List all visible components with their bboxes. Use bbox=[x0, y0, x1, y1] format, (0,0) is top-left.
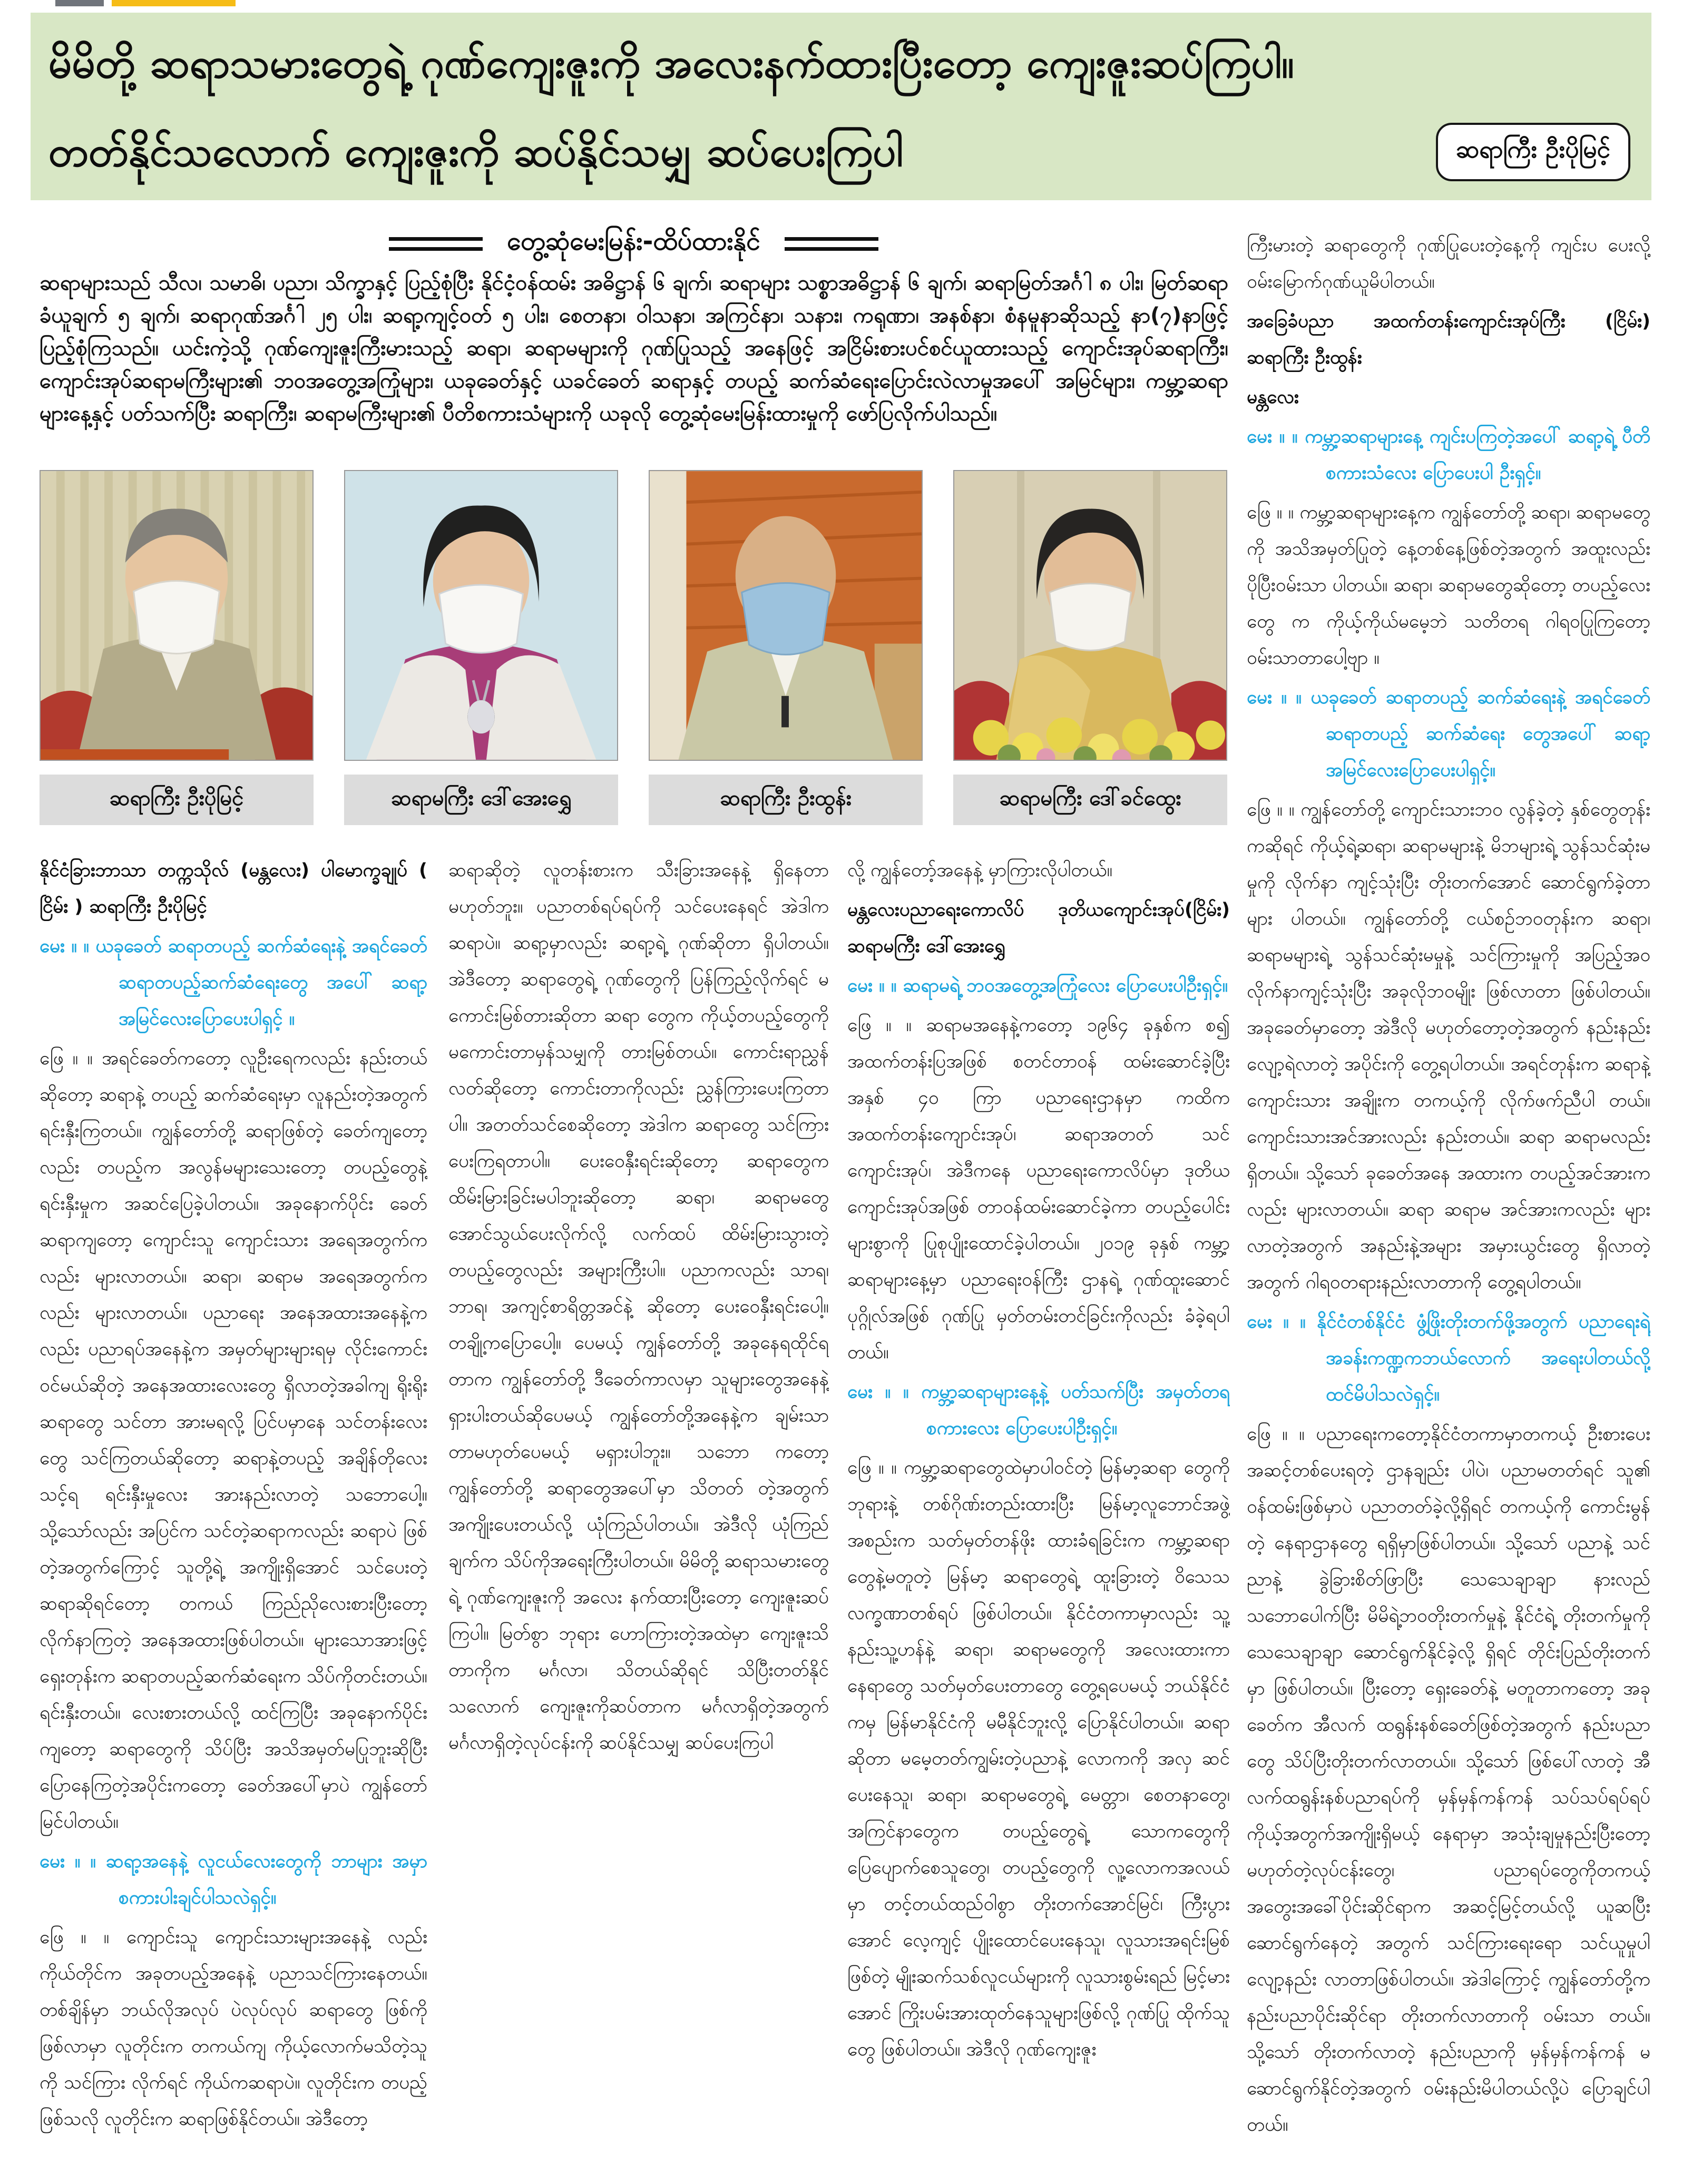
photo-caption: ဆရာကြီး ဦးထွန်း bbox=[649, 775, 923, 825]
column-3 bbox=[847, 853, 1230, 2175]
portrait-illustration-man-white-mask bbox=[40, 470, 314, 761]
continuation-text: ဆရာဆိုတဲ့ လူတန်းစားက သီးခြားအနေနဲ့ ရှိနေတာ မဟုတ်ဘူး။ ပညာတစ်ရပ်ရပ်ကို သင်ပေးနေရင် အဲဒါက ဆရာပဲ။ ဆရာ့မှာလည်း ဆရာ့ရဲ့ ဂုဏ်ဆိုတာ ရှိပါတယ်။ အဲဒီတော့ ဆရာတွေရဲ့ ဂုဏ်တွေကို ပြန်ကြည့်လိုက်ရင် မကောင်းမြစ်တားဆိုတာ ဆရာ တွေက ကိုယ့်တပည့်တွေကို မကောင်းတာမှန်သမျှကို တားမြစ်တယ်။ ကောင်းရာညွှန်လတ်ဆိုတော့ ကောင်းတာကိုလည်း ညွှန်ကြားပေးကြတာပါ။ အတတ်သင်စေဆိုတော့ အဲဒါက ဆရာတွေ သင်ကြား ပေးကြရတာပါ။ ပေးဝေနှီးရင်းဆိုတော့ ဆရာတွေက ထိမ်းမြားခြင်းမပါဘူးဆိုတော့ ဆရာ၊ ဆရာမတွေ အောင်သွယ်ပေးလိုက်လို့ လက်ထပ် ထိမ်းမြားသွားတဲ့ တပည့်တွေလည်း အများကြီးပါ။ ပညာကလည်း သာရ၊ ဘာရ၊ အကျင့်စာရိတ္တအင်နဲ့ ဆိုတော့ ပေးဝေနှီးရင်းပေါ့။ တချို့ကပြောပေါ့။ ပေမယ့် ကျွန်တော်တို့ အခုနေရထိုင်ရတာက ကျွန်တော်တို့ ဒီခေတ်ကာလမှာ သူများတွေအနေနဲ့ ရှားပါးတယ်ဆိုပေမယ့် ကျွန်တော်တို့အနေနဲ့က ချမ်းသာတာမဟုတ်ပေမယ့် မရှားပါဘူး။ သဘော ကတော့ ကျွန်တော်တို့ ဆရာတွေအပေါ်မှာ သိတတ် တဲ့အတွက် အကျိုးပေးတယ်လို့ ယုံကြည်ပါတယ်။ အဲဒီလို ယုံကြည်ချက်က သိပ်ကိုအရေးကြီးပါတယ်။ မိမိတို့ ဆရာသမားတွေရဲ့ ဂုဏ်ကျေးဇူးကို အလေး နက်ထားပြီးတော့ ကျေးဇူးဆပ်ကြပါ။ မြတ်စွာ ဘုရား ဟောကြားတဲ့အထဲမှာ ကျေးဇူးသိတာကိုက မင်္ဂလာ၊ သိတယ်ဆိုရင် သိပြီးတတ်နိုင်သလောက် ကျေးဇူးကိုဆပ်တာက မင်္ဂလာရှိတဲ့အတွက် မင်္ဂလာရှိတဲ့လုပ်ငန်းကို ဆပ်နိုင်သမျှ ဆပ်ပေးကြပါ bbox=[448, 860, 829, 1754]
question: မေး ။ ။ ကမ္ဘာ့ဆရာများနေ့နဲ့ ပတ်သက်ပြီး အမှတ်တရစကားလေး ပြောပေးပါဦးရှင့်။ bbox=[847, 1382, 1230, 1439]
page-edge-gray-bar bbox=[55, 0, 104, 6]
headline-line1: မိမိတို့ ဆရာသမားတွေရဲ့ ဂုဏ်ကျေးဇူးကို အလေးနက်ထားပြီးတော့ ကျေးဇူးဆပ်ကြပါ။ bbox=[48, 40, 1294, 87]
section-header: မန္တလေးပညာရေးကောလိပ် ဒုတိယကျောင်းအုပ်(ငြိမ်း) ဆရာမကြီး ဒေါ်အေးရွှေ bbox=[847, 899, 1230, 957]
photo-strip bbox=[40, 470, 1228, 825]
continuation-text: ကြီးမားတဲ့ ဆရာတွေကို ဂုဏ်ပြုပေးတဲ့နေ့ကို ကျင်းပ ပေးလို့ ဝမ်းမြောက်ဂုဏ်ယူမိပါတယ်။ bbox=[1247, 235, 1650, 292]
photo-u-po-myint bbox=[40, 470, 314, 825]
photo-daw-khin-htwe bbox=[953, 470, 1227, 825]
section-header: နိုင်ငံခြားဘာသာ တက္ကသိုလ် (မန္တလေး) ပါမောက္ခချုပ် ( ငြိမ်း ) ဆရာကြီး ဦးပိုမြင့် bbox=[40, 860, 427, 917]
portrait-illustration-woman-gold-flowers bbox=[953, 470, 1227, 761]
question: မေး ။ ။ နိုင်ငံတစ်နိုင်ငံ ဖွံ့ဖြိုးတိုးတက်ဖို့အတွက် ပညာရေးရဲ့အခန်းကဏ္ဍကဘယ်လောက် အရေးပါတယ်လို့ ထင်မိပါသလဲရှင့်။ bbox=[1247, 1311, 1650, 1405]
answer: ဖြေ ။ ။ ပညာရေးကတော့နိုင်ငံတကာမှာတကယ့် ဦးစားပေးအဆင့်တစ်ပေးရတဲ့ ဌာနချည်း ပါပဲ၊ ပညာမတတ်ရင် သူ၏ ဝန်ထမ်းဖြစ်မှာပဲ ပညာတတ်ခဲ့လို့ရှိရင် တကယ့်ကို ကောင်းမွန်တဲ့ နေရာဌာနတွေ ရရှိမှာဖြစ်ပါတယ်။ သို့သော် ပညာနဲ့ သင်ညာနဲ့ ခွဲခြားစိတ်ဖြာပြီး သေသေချာချာ နားလည် သဘောပေါက်ပြီး မိမိရဲ့ဘဝတိုးတက်မှုနဲ့ နိုင်ငံရဲ့ တိုးတက်မှုကို သေသေချာချာ ဆောင်ရွက်နိုင်ခဲ့လို့ ရှိရင် တိုင်းပြည်တိုးတက်မှာ ဖြစ်ပါတယ်။ ပြီးတော့ ရှေးခေတ်နဲ့ မတူတာကတော့ အခုခေတ်က အီလက် ထရွန်းနစ်ခေတ်ဖြစ်တဲ့အတွက် နည်းပညာတွေ သိပ်ပြီးတိုးတက်လာတယ်။ သို့သော် ဖြစ်ပေါ်လာတဲ့ အီလက်ထရွန်းနစ်ပညာရပ်ကို မှန်မှန်ကန်ကန် သပ်သပ်ရပ်ရပ် ကိုယ့်အတွက်အကျိုးရှိမယ့် နေရာမှာ အသုံးချမှုနည်းပြီးတော့ မဟုတ်တဲ့လုပ်ငန်းတွေ၊ ပညာရပ်တွေကိုတကယ့်အတွေးအခေါ်ပိုင်းဆိုင်ရာက အဆင့်မြင့်တယ်လို့ ယူဆပြီး ဆောင်ရွက်နေတဲ့ အတွက် သင်ကြားရေးရော သင်ယူမှုပါ လျော့နည်း လာတာဖြစ်ပါတယ်။ အဲဒါကြောင့် ကျွန်တော်တို့က နည်းပညာပိုင်းဆိုင်ရာ တိုးတက်လာတာကို ဝမ်းသာ တယ်။ သို့သော် တိုးတက်လာတဲ့ နည်းပညာကို မှန်မှန်ကန်ကန် မဆောင်ရွက်နိုင်တဲ့အတွက် ဝမ်းနည်းမိပါတယ်လို့ပဲ ပြောချင်ပါတယ်။ bbox=[1247, 1424, 1650, 2136]
column-4-right bbox=[1247, 228, 1650, 2177]
question: မေး ။ ။ ယခုခေတ် ဆရာတပည့် ဆက်ဆံရေးနဲ့ အရင်ခေတ်ဆရာတပည့်ဆက်ဆံရေးတွေ အပေါ် ဆရာ့အမြင်လေးပြောပေးပါရှင့် ။ bbox=[40, 936, 427, 1030]
byline-text: တွေ့ဆုံမေးမြန်း-ထိပ်ထားနိုင် bbox=[507, 227, 760, 256]
photo-caption: ဆရာမကြီး ဒေါ်ခင်ထွေး bbox=[953, 775, 1227, 825]
column-1 bbox=[40, 853, 427, 2175]
photo-caption: ဆရာကြီး ဦးပိုမြင့် bbox=[40, 775, 314, 825]
question: မေး ။ ။ ဆရာ့အနေနဲ့ လူငယ်လေးတွေကို ဘာများ အမှာစကားပါးချင်ပါသလဲရှင့်။ bbox=[40, 1851, 427, 1908]
headline-banner bbox=[31, 13, 1651, 200]
photo-daw-aye-shwe bbox=[344, 470, 618, 825]
answer: ဖြေ ။ ။ အရင်ခေတ်ကတော့ လူဦးရေကလည်း နည်းတယ်ဆိုတော့ ဆရာနဲ့ တပည့် ဆက်ဆံရေးမှာ လူနည်းတဲ့အတွက် ရင်းနှီးကြတယ်။ ကျွန်တော်တို့ ဆရာဖြစ်တဲ့ ခေတ်ကျတော့လည်း တပည့်က အလွန်မများသေးတော့ တပည့်တွေနဲ့ ရင်းနှီးမှုက အဆင်ပြေခဲ့ပါတယ်။ အခုနောက်ပိုင်း ခေတ်ဆရာကျတော့ ကျောင်းသူ ကျောင်းသား အရေအတွက်ကလည်း များလာတယ်။ ဆရာ၊ ဆရာမ အရေအတွက်ကလည်း များလာတယ်။ ပညာရေး အနေအထားအနေနဲ့ကလည်း ပညာရပ်အနေနဲ့က အမှတ်များများရမှ လိုင်းကောင်းဝင်မယ်ဆိုတဲ့ အနေအထားလေးတွေ ရှိလာတဲ့အခါကျ ရိုးရိုးဆရာတွေ သင်တာ အားမရလို့ ပြင်ပမှာနေ သင်တန်းလေးတွေ သင်ကြတယ်ဆိုတော့ ဆရာနဲ့တပည့် အချိန်တိုလေးသင့်ရ ရင်းနှီးမှုလေး အားနည်းလာတဲ့ သဘောပေါ့။ သို့သော်လည်း အပြင်က သင်တဲ့ဆရာကလည်း ဆရာပဲ ဖြစ်တဲ့အတွက်ကြောင့် သူတို့ရဲ့ အကျိုးရှိအောင် သင်ပေးတဲ့ ဆရာဆိုရင်တော့ တကယ် ကြည်ညိုလေးစားပြီးတော့ လိုက်နာကြတဲ့ အနေအထားဖြစ်ပါတယ်။ များသောအားဖြင့် ရှေးတုန်းက ဆရာတပည့်ဆက်ဆံရေးက သိပ်ကိုတင်းတယ်။ ရင်းနှီးတယ်။ လေးစားတယ်လို့ ထင်ကြပြီး အခုနောက်ပိုင်းကျတော့ ဆရာတွေကို သိပ်ပြီး အသိအမှတ်မပြုဘူးဆိုပြီး ပြောနေကြတဲ့အပိုင်းကတော့ ခေတ်အပေါ်မှာပဲ ကျွန်တော်မြင်ပါတယ်။ bbox=[40, 1048, 427, 1833]
continuation-text: လို့ ကျွန်တော့်အနေနဲ့ မှာကြားလိုပါတယ်။ bbox=[847, 860, 1113, 881]
section-header: မန္တလေး bbox=[1247, 387, 1299, 408]
speaker-badge: ဆရာကြီး ဦးပိုမြင့် bbox=[1436, 123, 1630, 181]
portrait-illustration-bald-man-blue-mask bbox=[649, 470, 923, 761]
portrait-illustration-woman-white-shawl bbox=[344, 470, 618, 761]
photo-caption: ဆရာမကြီး ဒေါ်အေးရွှေ bbox=[344, 775, 618, 825]
section-header: အခြေခံပညာ အထက်တန်းကျောင်းအုပ်ကြီး (ငြိမ်း) ဆရာကြီး ဦးထွန်း bbox=[1247, 311, 1650, 368]
answer: ဖြေ ။ ။ ကျွန်တော်တို့ ကျောင်းသားဘဝ လွန်ခဲ့တဲ့ နှစ်တွေတုန်းကဆိုရင် ကိုယ့်ရဲ့ဆရာ၊ ဆရာမများနဲ့ မိဘများရဲ့ သွန်သင်ဆုံးမမှုကို လိုက်နာ ကျင့်သုံးပြီး တိုးတက်အောင် ဆောင်ရွက်ခဲ့တာများ ပါတယ်။ ကျွန်တော်တို့ ငယ်စဉ်ဘဝတုန်းက ဆရာ၊ ဆရာမများရဲ့ သွန်သင်ဆုံးမမှုနဲ့ သင်ကြားမှုကို အပြည့်အဝလိုက်နာကျင့်သုံးပြီး အခုလိုဘဝမျိုး ဖြစ်လာတာ ဖြစ်ပါတယ်။ အခုခေတ်မှာတော့ အဲဒီလို မဟုတ်တော့တဲ့အတွက် နည်းနည်းလျော့ရဲလာတဲ့ အပိုင်းကို တွေ့ရပါတယ်။ အရင်တုန်းက ဆရာနဲ့ ကျောင်းသား အချိုးက တကယ့်ကို လိုက်ဖက်ညီပါ တယ်။ ကျောင်းသားအင်အားလည်း နည်းတယ်။ ဆရာ ဆရာမလည်းရှိတယ်။ သို့သော် ခုခေတ်အနေ အထားက တပည့်အင်အားကလည်း များလာတယ်။ ဆရာ ဆရာမ အင်အားကလည်း များလာတဲ့အတွက် အနည်းနဲ့အများ အမှားယွင်းတွေ ရှိလာတဲ့အတွက် ဂါရဝတရားနည်းလာတာကို တွေ့ရပါတယ်။ bbox=[1247, 799, 1650, 1293]
page-edge-yellow-bar bbox=[112, 0, 236, 6]
byline bbox=[40, 226, 1228, 262]
photo-u-tun bbox=[649, 470, 923, 825]
question: မေး ။ ။ ယခုခေတ် ဆရာတပည့် ဆက်ဆံရေးနဲ့ အရင်ခေတ် ဆရာတပည့် ဆက်ဆံရေး တွေအပေါ် ဆရာ့အမြင်လေးပြောပေးပါရှင့်။ bbox=[1247, 687, 1650, 781]
question: မေး ။ ။ ဆရာမရဲ့ ဘဝအတွေ့အကြုံလေး ပြောပေးပါဦးရှင့်။ bbox=[847, 975, 1228, 996]
byline-rule-right-icon bbox=[785, 237, 878, 251]
headline-line2: တတ်နိုင်သလောက် ကျေးဇူးကို ဆပ်နိုင်သမျှ ဆပ်ပေးကြပါ bbox=[48, 129, 904, 176]
byline-rule-left-icon bbox=[389, 237, 483, 251]
answer: ဖြေ ။ ။ ကမ္ဘာ့ဆရာတွေထဲမှာပါဝင်တဲ့ မြန်မာ့ဆရာ တွေကို ဘုရားနဲ့ တစ်ဂိုဏ်းတည်းထားပြီး မြန်မာ့လူဘောင်အဖွဲ့အစည်းက သတ်မှတ်တန်ဖိုး ထားခံရခြင်းက ကမ္ဘာ့ဆရာတွေနဲ့မတူတဲ့ မြန်မာ့ ဆရာတွေရဲ့ ထူးခြားတဲ့ ဝိသေသ လက္ခဏာတစ်ရပ် ဖြစ်ပါတယ်။ နိုင်ငံတကာမှာလည်း သူ့နည်းသူ့ဟန်နဲ့ ဆရာ၊ ဆရာမတွေကို အလေးထားကာ နေရာတွေ သတ်မှတ်ပေးတာတွေ တွေ့ရပေမယ့် ဘယ်နိုင်ငံကမှ မြန်မာနိုင်ငံကို မမီနိုင်ဘူးလို့ ပြောနိုင်ပါတယ်။ ဆရာ ဆိုတာ မမေ့တတ်ကျွမ်းတဲ့ပညာနဲ့ လောကကို အလှ ဆင်ပေးနေသူ၊ ဆရာ၊ ဆရာမတွေရဲ့ မေတ္တာ၊ စေတနာတွေ၊ အကြင်နာတွေက တပည့်တွေရဲ့ သောကတွေကို ပြေပျောက်စေသူတွေ၊ တပည့်တွေကို လူ့လောကအလယ်မှာ တင့်တယ်ထည်ဝါစွာ တိုးတက်အောင်မြင်၊ ကြီးပွားအောင် လေ့ကျင့် ပျိုးထောင်ပေးနေသူ၊ လူသားအရင်းမြစ်ဖြစ်တဲ့ မျိုးဆက်သစ်လူငယ်များကို လူသားစွမ်းရည် မြင့်မား အောင် ကြိုးပမ်းအားထုတ်နေသူများဖြစ်လို့ ဂုဏ်ပြု ထိုက်သူတွေ ဖြစ်ပါတယ်။ အဲဒီလို ဂုဏ်ကျေးဇူး bbox=[847, 1457, 1230, 2060]
question: မေး ။ ။ ကမ္ဘာ့ဆရာများနေ့ ကျင်းပကြတဲ့အပေါ် ဆရာ့ရဲ့ ပီတိစကားသံလေး ပြောပေးပါ ဦးရှင့်။ bbox=[1247, 426, 1650, 484]
answer: ဖြေ ။ ။ ကျောင်းသူ ကျောင်းသားများအနေနဲ့ လည်း ကိုယ်တိုင်က အခုတပည့်အနေနဲ့ ပညာသင်ကြားနေတယ်။ တစ်ချိန်မှာ ဘယ်လိုအလုပ် ပဲလုပ်လုပ် ဆရာတွေ ဖြစ်ကိုဖြစ်လာမှာ လူတိုင်းက တကယ်ကျ ကိုယ့်လောက်မသိတဲ့သူကို သင်ကြား လိုက်ရင် ကိုယ်ကဆရာပဲ။ လူတိုင်းက တပည့် ဖြစ်သလို လူတိုင်းက ဆရာဖြစ်နိုင်တယ်။ အဲဒီတော့ bbox=[40, 1927, 427, 2130]
intro-paragraph: ဆရာများသည် သီလ၊ သမာဓိ၊ ပညာ၊ သိက္ခာနှင့် ပြည့်စုံပြီး နိုင်ငံ့ဝန်ထမ်း အဓိဋ္ဌာန် ၆ ချက်၊ ဆရာများ သစ္စာအဓိဋ္ဌာန် ၆ ချက်၊ ဆရာမြတ်အင်္ဂါ ၈ ပါး၊ မြတ်ဆရာခံယူချက် ၅ ချက်၊ ဆရာဂုဏ်အင်္ဂါ ၂၅ ပါး၊ ဆရာ့ကျင့်ဝတ် ၅ ပါး၊ စေတနာ၊ ဝါသနာ၊ အကြင်နာ၊ သနား၊ ကရုဏာ၊ အနစ်နာ၊ စံနမူနာဆိုသည့် နာ(၇)နာဖြင့် ပြည့်စုံကြသည်။ ယင်းကဲ့သို့ ဂုဏ်ကျေးဇူးကြီးမားသည့် ဆရာ၊ ဆရာမများကို ဂုဏ်ပြုသည့် အနေဖြင့် အငြိမ်းစားပင်စင်ယူထားသည့် ကျောင်းအုပ်ဆရာကြီး၊ ကျောင်းအုပ်ဆရာမကြီးများ၏ ဘဝအတွေ့အကြုံများ၊ ယခုခေတ်နှင့် ယခင်ခေတ် ဆရာနှင့် တပည့် ဆက်ဆံရေးပြောင်းလဲလာမှုအပေါ် အမြင်များ၊ ကမ္ဘာ့ဆရာများနေ့နှင့် ပတ်သက်ပြီး ဆရာကြီး၊ ဆရာမကြီးများ၏ ပီတိစကားသံများကို ယခုလို တွေ့ဆုံမေးမြန်းထားမှုကို ဖော်ပြလိုက်ပါသည်။ bbox=[40, 271, 1228, 426]
answer: ဖြေ ။ ။ ကမ္ဘာ့ဆရာများနေ့က ကျွန်တော်တို့ ဆရာ၊ ဆရာမတွေကို အသိအမှတ်ပြုတဲ့ နေ့တစ်နေ့ဖြစ်တဲ့အတွက် အထူးလည်း ပိုပြီးဝမ်းသာ ပါတယ်။ ဆရာ၊ ဆရာမတွေဆိုတော့ တပည့်လေးတွေ က ကိုယ့်ကိုယ်မမေ့ဘဲ သတိတရ ဂါရဝပြုကြတော့ ဝမ်းသာတာပေါ့ဗျာ ။ bbox=[1247, 502, 1650, 669]
answer: ဖြေ ။ ။ ဆရာမအနေနဲ့ကတော့ ၁၉၆၄ ခုနှစ်က စ၍ အထက်တန်းပြအဖြစ် စတင်တာဝန် ထမ်းဆောင်ခဲ့ပြီး အနှစ် ၄၀ ကြာ ပညာရေးဌာနမှာ ကထိကအထက်တန်းကျောင်းအုပ်၊ ဆရာအတတ် သင် ကျောင်းအုပ်၊ အဲဒီကနေ ပညာရေးကောလိပ်မှာ ဒုတိယကျောင်းအုပ်အဖြစ် တာဝန်ထမ်းဆောင်ခဲ့ကာ တပည့်ပေါင်းများစွာကို ပြုစုပျိုးထောင်ခဲ့ပါတယ်။ ၂၀၁၉ ခုနှစ် ကမ္ဘာ့ဆရာများနေ့မှာ ပညာရေးဝန်ကြီး ဌာနရဲ့ ဂုဏ်ထူးဆောင် ပုဂ္ဂိုလ်အဖြစ် ဂုဏ်ပြု မှတ်တမ်းတင်ခြင်းကိုလည်း ခံခဲ့ရပါတယ်။ bbox=[847, 1015, 1230, 1363]
column-2 bbox=[448, 853, 829, 2175]
